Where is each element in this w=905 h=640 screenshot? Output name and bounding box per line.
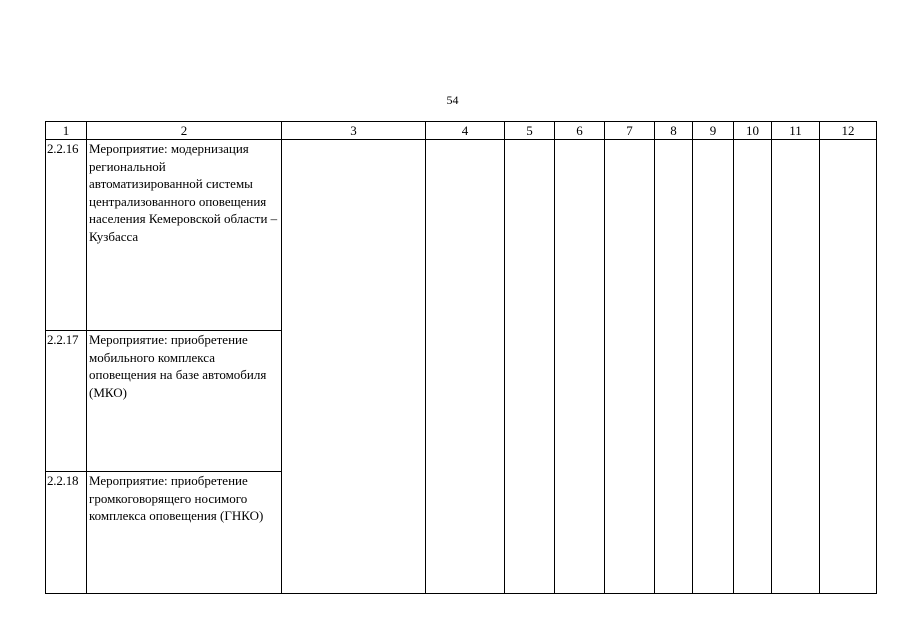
column-header-7: 7 [605,122,655,140]
column-header-4: 4 [426,122,505,140]
column-4-merged-cell [426,140,505,594]
column-7-merged-cell [605,140,655,594]
column-6-merged-cell [555,140,605,594]
row-code: 2.2.18 [46,472,87,594]
column-header-9: 9 [693,122,734,140]
page-number: 54 [446,93,459,107]
column-10-merged-cell [734,140,772,594]
column-12-merged-cell [820,140,877,594]
column-header-10: 10 [734,122,772,140]
row-activity-name: Мероприятие: модернизация региональной автоматизированной системы централизованного оповещения населения Кемеровской области – Кузбасса [87,140,282,331]
row-code: 2.2.16 [46,140,87,331]
column-header-1: 1 [46,122,87,140]
column-header-12: 12 [820,122,877,140]
column-header-5: 5 [505,122,555,140]
row-activity-name: Мероприятие: приобретение громкоговорящего носимого комплекса оповещения (ГНКО) [87,472,282,594]
column-11-merged-cell [772,140,820,594]
column-header-8: 8 [655,122,693,140]
column-5-merged-cell [505,140,555,594]
row-activity-name: Мероприятие: приобретение мобильного комплекса оповещения на базе автомобиля (МКО) [87,331,282,472]
column-header-11: 11 [772,122,820,140]
activities-table [45,121,877,594]
table-row [46,140,877,331]
column-8-merged-cell [655,140,693,594]
column-header-3: 3 [282,122,426,140]
column-header-2: 2 [87,122,282,140]
row-code: 2.2.17 [46,331,87,472]
table-header-row [46,122,877,140]
column-3-merged-cell [282,140,426,594]
column-header-6: 6 [555,122,605,140]
column-9-merged-cell [693,140,734,594]
